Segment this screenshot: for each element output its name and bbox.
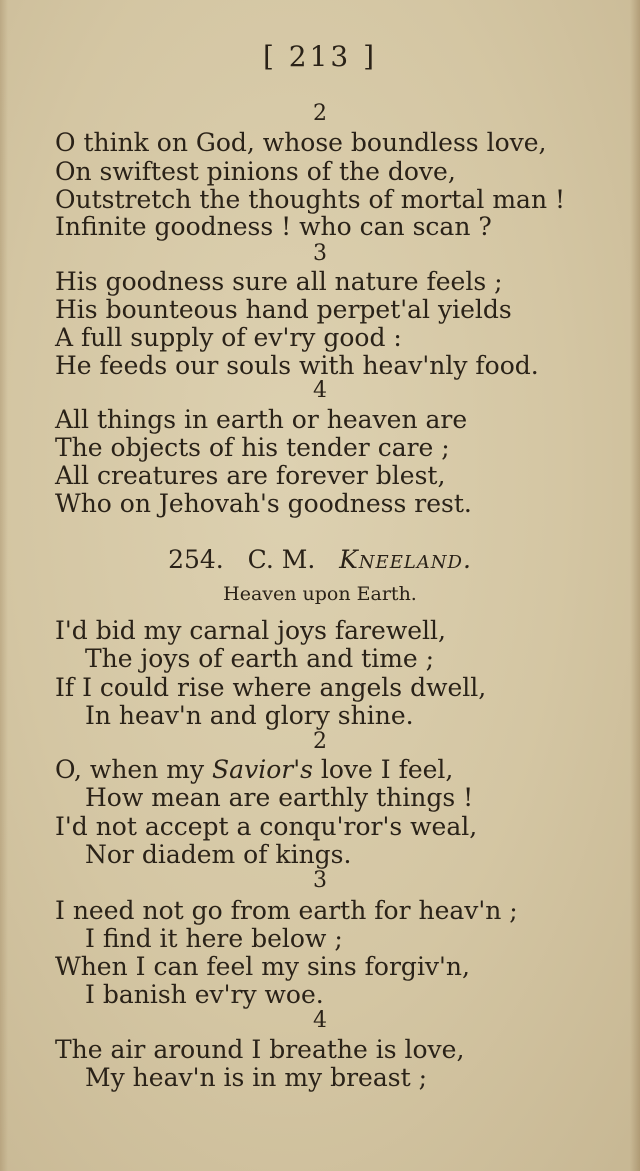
- verse-line-indented: I banish ev'ry woe.: [85, 980, 324, 1009]
- verse-line: I'd bid my carnal joys farewell,: [55, 616, 446, 645]
- hymn-meter: C. M.: [247, 545, 316, 574]
- verse-line-indented: In heav'n and glory shine.: [85, 701, 414, 730]
- verse-line: His bounteous hand perpet'al yields: [55, 295, 512, 324]
- verse-line: The air around I breathe is love,: [55, 1035, 465, 1064]
- stanza-number: 3: [313, 241, 327, 266]
- stanza-number: 2: [313, 729, 327, 754]
- stanza-number: 2: [313, 101, 327, 126]
- verse-line: Who on Jehovah's goodness rest.: [55, 489, 472, 518]
- page-number: [ 213 ]: [262, 40, 378, 73]
- verse-line-indented: How mean are earthly things !: [85, 783, 474, 812]
- verse-line: On swiftest pinions of the dove,: [55, 157, 456, 186]
- verse-line: O think on God, whose boundless love,: [55, 128, 547, 157]
- verse-line-indented: Nor diadem of kings.: [85, 840, 352, 869]
- stanza-number: 4: [313, 378, 327, 403]
- stanza-number: 3: [313, 868, 327, 893]
- verse-line: Outstretch the thoughts of mortal man !: [55, 185, 566, 214]
- verse-text: love I feel,: [312, 755, 454, 784]
- verse-line: All creatures are forever blest,: [55, 461, 446, 490]
- verse-line: All things in earth or heaven are: [55, 405, 468, 434]
- verse-line: I'd not accept a conqu'ror's weal,: [55, 812, 478, 841]
- verse-line: A full supply of ev'ry good :: [55, 323, 402, 352]
- verse-line-indented: I find it here below ;: [85, 924, 343, 953]
- verse-text-italic: Savior's: [212, 755, 313, 784]
- verse-text: O, when my: [55, 755, 213, 784]
- hymn-title: Heaven upon Earth.: [223, 583, 417, 605]
- hymn-tune: Kneeland.: [339, 545, 472, 574]
- verse-line: Infinite goodness ! who can scan ?: [55, 212, 492, 241]
- verse-line: [55, 755, 453, 785]
- hymn-heading: [0, 545, 640, 574]
- verse-line: He feeds our souls with heav'nly food.: [55, 351, 539, 380]
- verse-line-indented: My heav'n is in my breast ;: [85, 1063, 428, 1092]
- verse-line: I need not go from earth for heav'n ;: [55, 896, 518, 925]
- verse-line: When I can feel my sins forgiv'n,: [55, 952, 470, 981]
- verse-line-indented: The joys of earth and time ;: [85, 644, 435, 673]
- verse-line: If I could rise where angels dwell,: [55, 673, 487, 702]
- verse-line: The objects of his tender care ;: [55, 433, 450, 462]
- stanza-number: 4: [313, 1008, 327, 1033]
- verse-line: His goodness sure all nature feels ;: [55, 267, 503, 296]
- hymn-number: 254.: [168, 545, 224, 574]
